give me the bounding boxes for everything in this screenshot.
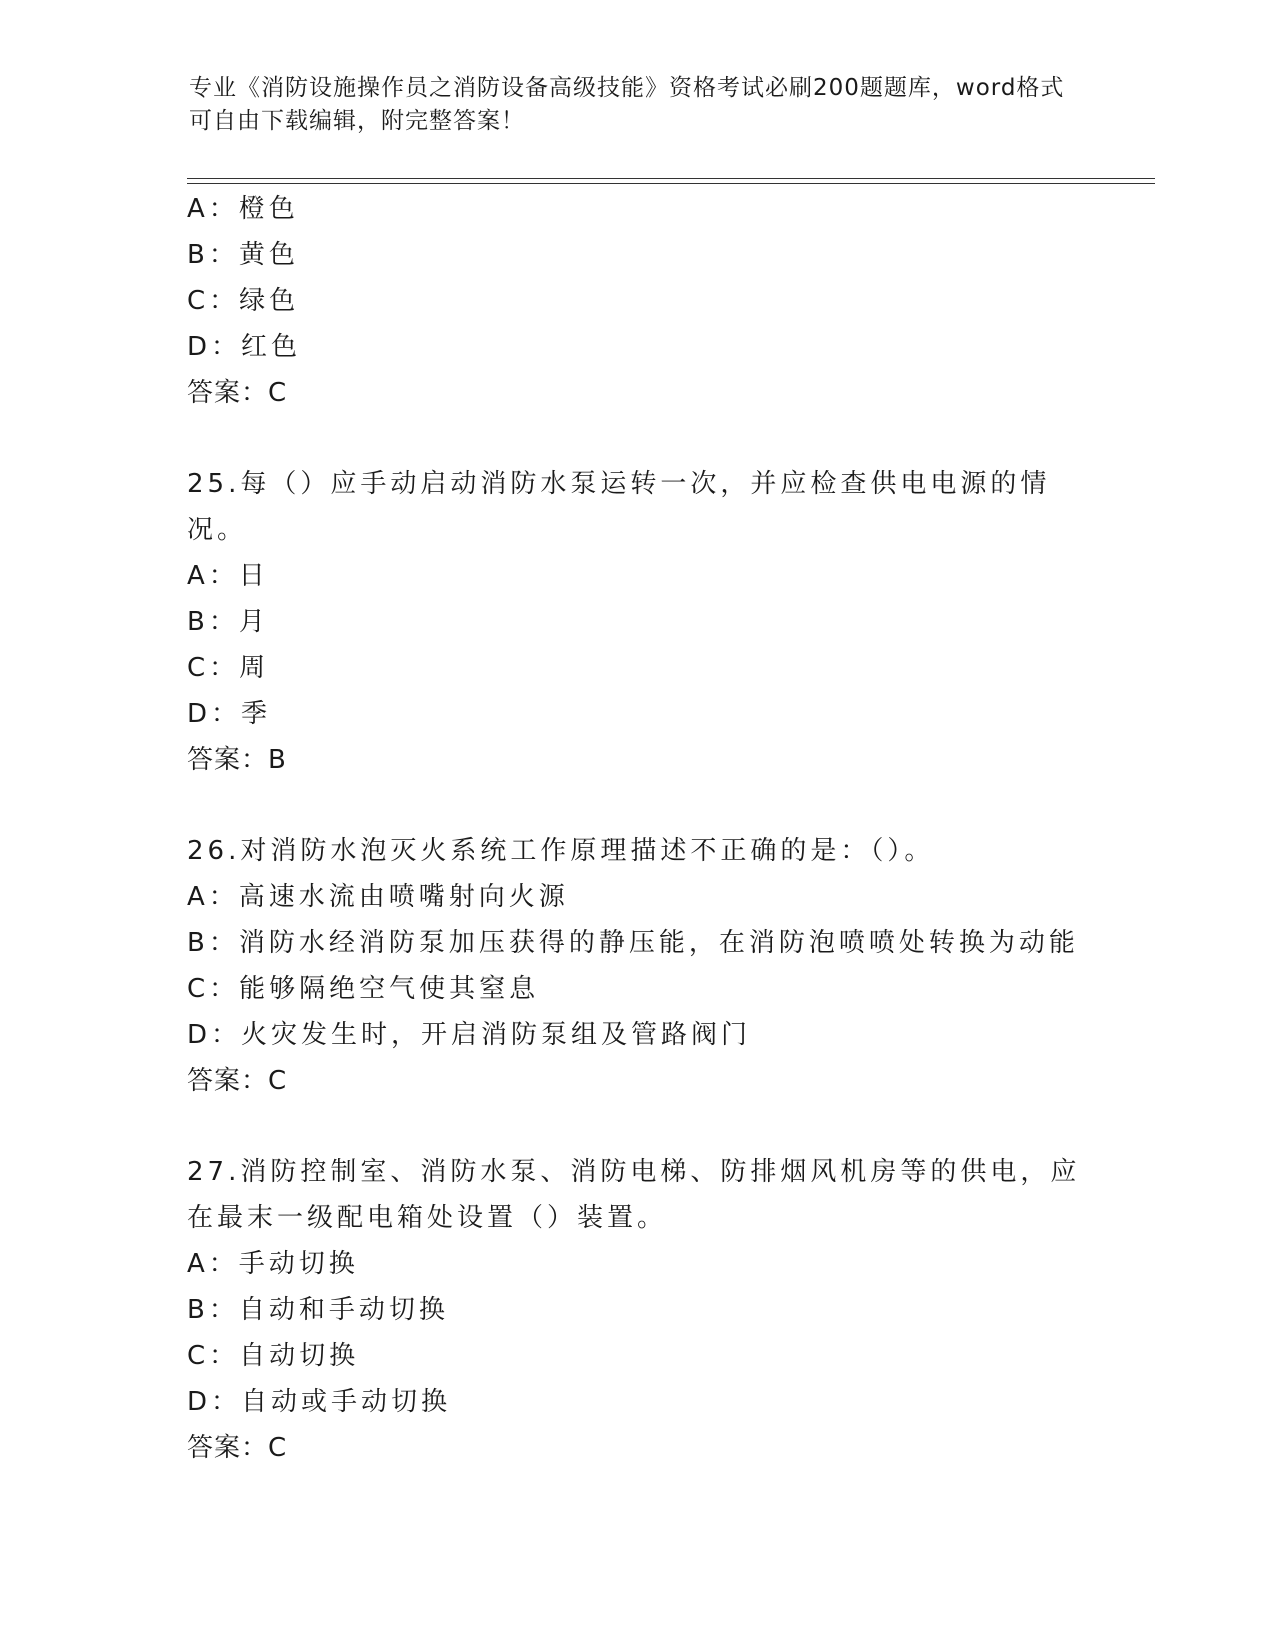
option-a: A：手动切换 — [187, 1249, 359, 1279]
header-divider-top — [187, 178, 1155, 179]
option-d: D：季 — [187, 699, 272, 729]
option-b: B：月 — [187, 607, 269, 637]
option-b: B：消防水经消防泵加压获得的静压能，在消防泡喷喷处转换为动能 — [187, 928, 1079, 958]
option-c: C：自动切换 — [187, 1341, 360, 1371]
answer-line: 答案：C — [187, 1066, 288, 1096]
question-stem: 26.对消防水泡灭火系统工作原理描述不正确的是：（）。 — [187, 836, 935, 866]
option-d: D：红色 — [187, 332, 302, 362]
option-c: C：绿色 — [187, 286, 300, 316]
question-stem: 27.消防控制室、消防水泵、消防电梯、防排烟风机房等的供电，应在最末一级配电箱处设置（）装置。 — [187, 1157, 1081, 1233]
question-block-25 — [187, 461, 1147, 783]
question-list — [187, 186, 1147, 1471]
option-a: A：日 — [187, 561, 269, 591]
option-c: C：能够隔绝空气使其窒息 — [187, 974, 540, 1004]
answer-line: 答案：C — [187, 1433, 288, 1463]
option-a: A：高速水流由喷嘴射向火源 — [187, 882, 569, 912]
option-b: B：黄色 — [187, 240, 299, 270]
option-a: A：橙色 — [187, 194, 299, 224]
option-d: D：自动或手动切换 — [187, 1387, 452, 1417]
option-b: B：自动和手动切换 — [187, 1295, 449, 1325]
answer-line: 答案：C — [187, 378, 288, 408]
answer-line: 答案：B — [187, 745, 287, 775]
option-c: C：周 — [187, 653, 270, 683]
option-d: D：火灾发生时，开启消防泵组及管路阀门 — [187, 1020, 752, 1050]
header-divider-bottom — [187, 183, 1155, 184]
document-header: 专业《消防设施操作员之消防设备高级技能》资格考试必刷200题题库，word格式可自由下载编辑，附完整答案！ — [189, 75, 1065, 134]
question-block-27 — [187, 1149, 1147, 1471]
question-block-prev — [187, 186, 1147, 416]
question-stem: 25.每（）应手动启动消防水泵运转一次，并应检查供电电源的情况。 — [187, 469, 1051, 545]
question-block-26 — [187, 828, 1147, 1104]
